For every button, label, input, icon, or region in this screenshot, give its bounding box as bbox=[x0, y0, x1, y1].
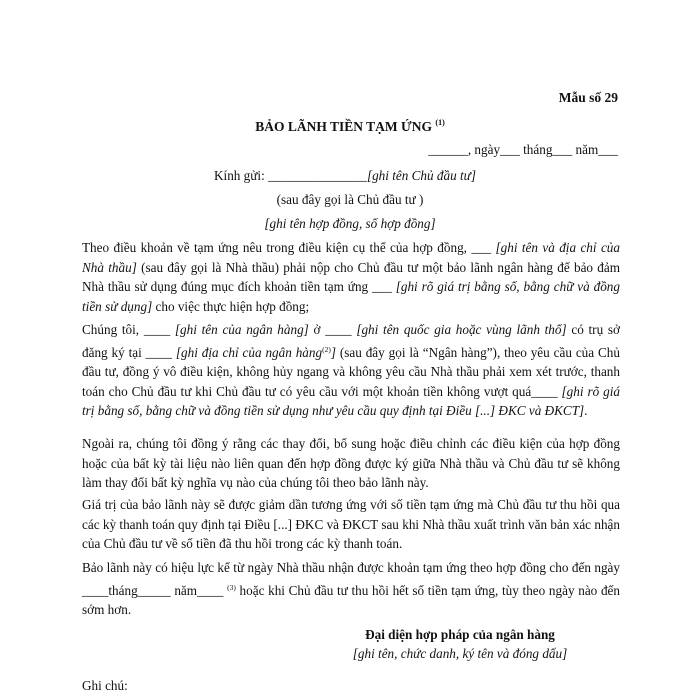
p2-text-1: Chúng tôi, ____ bbox=[82, 322, 175, 337]
title-text: BẢO LÃNH TIỀN TẠM ỨNG bbox=[255, 119, 433, 134]
paragraph-advance-terms bbox=[82, 238, 620, 316]
p2-italic-1: [ghi tên của ngân hàng] bbox=[174, 322, 309, 337]
p2-italic-3: [ghi địa chỉ của ngân hàng bbox=[175, 344, 323, 360]
recipient-placeholder: [ghi tên Chủ đầu tư] bbox=[366, 168, 476, 183]
p5-footnote-ref: (3) bbox=[227, 582, 236, 592]
notes-label: Ghi chú: bbox=[82, 678, 128, 693]
p1-text-3: cho việc thực hiện hợp đồng; bbox=[152, 298, 310, 314]
p2-italic-3b: ] bbox=[330, 344, 336, 360]
p2-italic-4: [ghi rõ giá trị bằng số, bằng chữ và đồng tiền sử dụng như yêu cầu quy định tại Điều [...] ĐKC và ĐKCT] bbox=[82, 383, 620, 418]
p2-text-4: (sau đây gọi là “Ngân hàng”), theo yêu cầu của Chủ đầu tư, đồng ý vô điều kiện, không hủy ngang và không yêu cầu Nhà thầu phải xem xét trước, thanh toán cho Chủ đầu tư khi Chủ đầu tư có yêu cầu với một khoản tiền không vượt quá____ bbox=[82, 344, 620, 399]
p2-text-3: có trụ sở đăng ký tại ____ bbox=[82, 322, 620, 360]
signature-note: [ghi tên, chức danh, ký tên và đóng dấu] bbox=[352, 646, 568, 661]
p1-text-1: Theo điều khoản về tạm ứng nêu trong điều kiện cụ thể của hợp đồng, ___ bbox=[82, 240, 496, 255]
recipient-line bbox=[214, 166, 476, 186]
p2-italic-2: [ghi tên quốc gia hoặc vùng lãnh thổ] bbox=[356, 322, 567, 337]
p1-text-2: (sau đây gọi là Nhà thầu) phải nộp cho Chủ đầu tư một bảo lãnh ngân hàng để bảo đảm Nhà thầu sử dụng đúng mục đích khoản tiền tạm ứng ___ bbox=[82, 259, 620, 294]
paragraph-validity bbox=[82, 558, 620, 620]
recipient-label: Kính gửi: _______________ bbox=[214, 168, 367, 183]
p2-footnote-ref: (2) bbox=[322, 344, 331, 354]
paragraph-bank-commitment bbox=[82, 320, 620, 421]
title-footnote-ref: (1) bbox=[435, 118, 445, 127]
recipient-alias: (sau đây gọi là Chủ đầu tư ) bbox=[276, 192, 424, 207]
p1-italic-2: [ghi rõ giá trị bằng số, bằng chữ và đồng tiền sử dụng] bbox=[82, 279, 620, 314]
p2-text-5: . bbox=[584, 403, 588, 418]
contract-placeholder: [ghi tên hợp đồng, số hợp đồng] bbox=[264, 216, 436, 231]
p2-text-2: ở ____ bbox=[308, 322, 357, 337]
paragraph-amendments: Ngoài ra, chúng tôi đồng ý rằng các thay đổi, bổ sung hoặc điều chỉnh các điều kiện của hợp đồng hoặc của bất kỳ tài liệu nào liên quan đến hợp đồng được ký giữa Nhà thầu và Chủ đầu tư sẽ không làm thay đổi bất kỳ nghĩa vụ nào của chúng tôi theo bảo lãnh này. bbox=[82, 436, 620, 490]
p1-italic-1: [ghi tên và địa chỉ của Nhà thầu] bbox=[82, 240, 620, 275]
form-number: Mẫu số 29 bbox=[558, 90, 618, 105]
paragraph-value-reduction: Giá trị của bảo lãnh này sẽ được giảm dần tương ứng với số tiền tạm ứng mà Chủ đầu tư thu hồi qua các kỳ thanh toán quy định tại Điều [...] ĐKC và ĐKCT sau khi Nhà thầu xuất trình văn bản xác nhận của Chủ đầu tư về số tiền đã thu hồi trong các kỳ thanh toán. bbox=[82, 497, 620, 551]
document-title bbox=[0, 113, 700, 137]
signature-title: Đại diện hợp pháp của ngân hàng bbox=[365, 627, 555, 642]
date-line: ______, ngày___ tháng___ năm___ bbox=[428, 142, 618, 157]
p5-text-1: Bảo lãnh này có hiệu lực kể từ ngày Nhà thầu nhận được khoản tạm ứng theo hợp đồng cho đến ngày ____tháng_____ năm____ bbox=[82, 560, 620, 598]
p5-text-2: hoặc khi Chủ đầu tư thu hồi hết số tiền tạm ứng, tùy theo ngày nào đến sớm hơn. bbox=[82, 582, 620, 617]
